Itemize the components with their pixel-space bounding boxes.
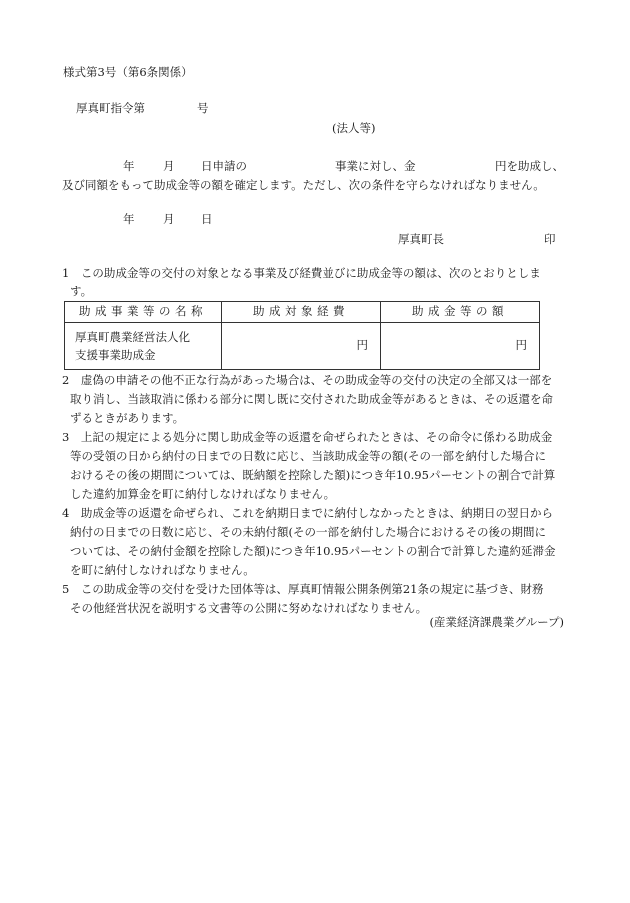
header-eligible-expense: 助成対象経費 [222, 302, 381, 323]
condition-line: 4 助成金等の返還を命ぜられ、これを納期日までに納付しなかったときは、納期日の翌日から [62, 506, 554, 520]
condition-line: ずるときがあります。 [70, 411, 185, 425]
grant-table [64, 301, 540, 370]
project-name-line2: 支援事業助成金 [75, 348, 156, 362]
department-footer: (産業経済課農業グループ) [429, 615, 564, 629]
condition-line: おけるその後の期間については、既納額を控除した額)につき年10.95パーセントの割合で計算 [70, 468, 556, 482]
expense-cell [222, 323, 381, 370]
condition-line: 5 この助成金等の交付を受けた団体等は、厚真町情報公開条例第21条の規定に基づき、財務 [62, 582, 544, 596]
condition-line: 納付の日までの日数に応じ、その未納付額(その一部を納付した場合におけるその後の期間に [70, 525, 546, 539]
project-name-cell [65, 323, 222, 370]
notice-month: 月 [163, 159, 175, 173]
issuer-seal: 印 [544, 232, 556, 246]
condition-line: した違約加算金を町に納付しなければなりません。 [70, 487, 336, 501]
recipient-label: (法人等) [332, 121, 376, 135]
date-year: 年 [123, 212, 135, 226]
notice-line2: 及び同額をもって助成金等の額を確定します。ただし、次の条件を守らなければなりません。 [62, 178, 545, 192]
project-name-line1: 厚真町農業経営法人化 [75, 330, 190, 344]
condition-line: す。 [70, 284, 93, 298]
condition-line: 取り消し、当該取消に係わる部分に関し既に交付された助成金等があるときは、その返還を命 [70, 392, 553, 406]
condition-line: その他経営状況を説明する文書等の公開に努めなければなりません。 [70, 601, 428, 615]
issuer-title: 厚真町長 [398, 232, 444, 246]
condition-line: 3 上記の規定による処分に関し助成金等の返還を命ぜられたときは、その命令に係わる助成金 [62, 430, 553, 444]
notice-yen-grant: 円を助成し、 [495, 159, 564, 173]
form-label: 様式第3号（第6条関係） [63, 65, 193, 79]
header-grant-amount: 助成金等の額 [381, 302, 540, 323]
date-day: 日 [201, 212, 213, 226]
table-row [65, 323, 540, 370]
condition-line: 等の受領の日から納付の日までの日数に応じ、当該助成金等の額(その一部を納付した場合に [70, 449, 546, 463]
condition-line: 2 虚偽の申請その他不正な行為があった場合は、その助成金等の交付の決定の全部又は一部を [62, 373, 553, 387]
condition-line: ついては、その納付金額を控除した額)につき年10.95パーセントの割合で計算した違約延滞金 [70, 544, 556, 558]
amount-unit: 円 [515, 338, 527, 353]
designation-suffix: 号 [197, 101, 209, 115]
notice-project: 事業に対し、金 [335, 159, 416, 173]
designation-prefix: 厚真町指令第 [76, 101, 145, 115]
condition-line: を町に納付しなければなりません。 [70, 563, 255, 577]
header-project-name: 助成事業等の名称 [65, 302, 222, 323]
notice-year: 年 [123, 159, 135, 173]
date-month: 月 [163, 212, 175, 226]
expense-unit: 円 [356, 338, 368, 353]
amount-cell [381, 323, 540, 370]
notice-day-applied: 日申請の [201, 159, 247, 173]
condition-line: 1 この助成金等の交付の対象となる事業及び経費並びに助成金等の額は、次のとおりとしま [62, 266, 541, 280]
